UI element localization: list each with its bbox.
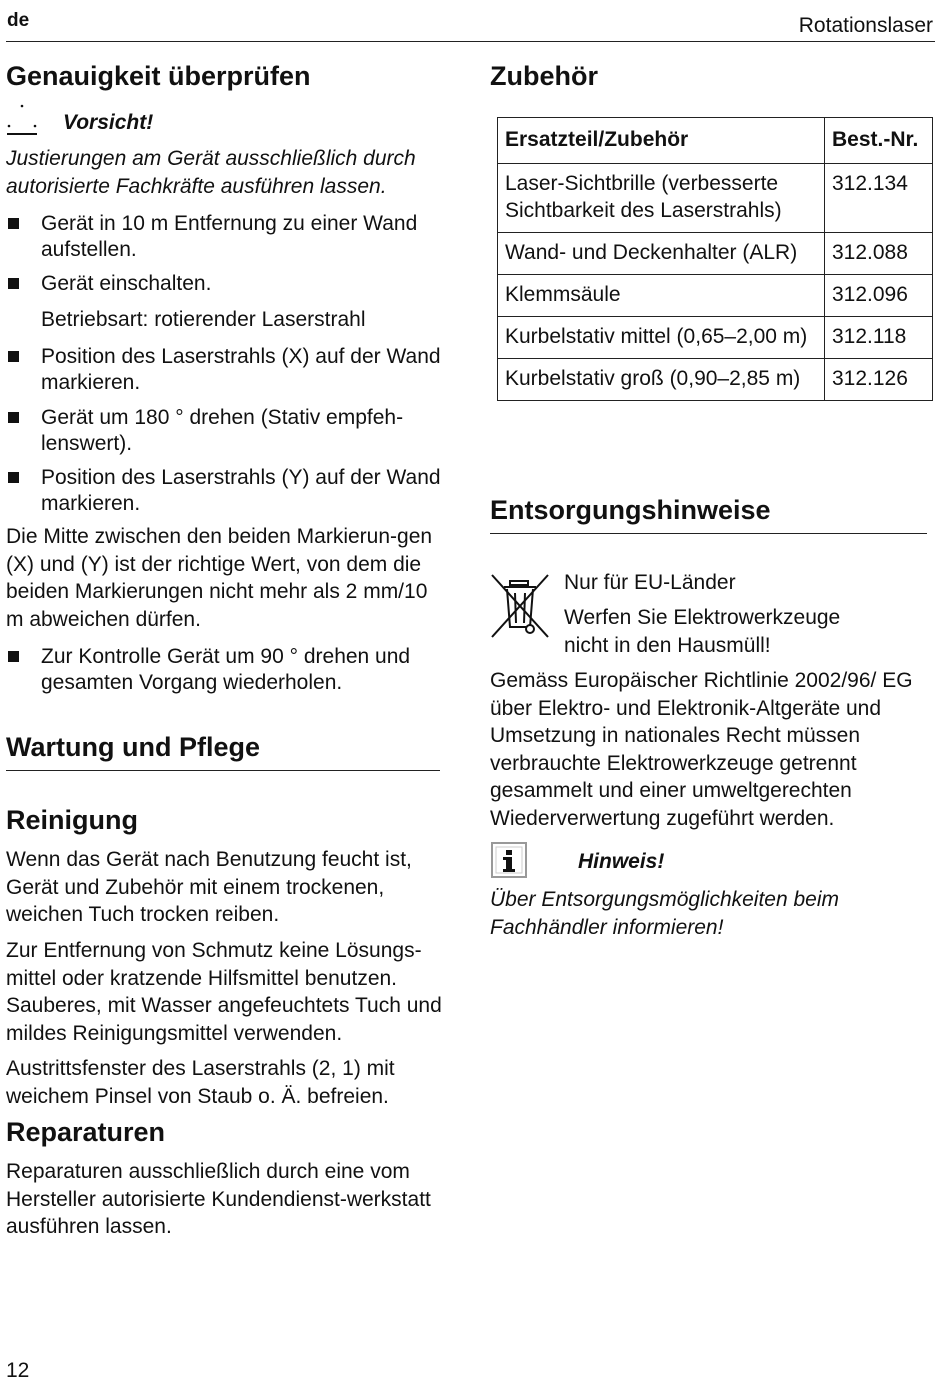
language-code: de — [7, 11, 30, 29]
bullet-square-icon — [8, 651, 19, 662]
note-label: Hinweis! — [578, 850, 665, 873]
cleaning-heading: Reinigung — [6, 805, 138, 835]
caution-text: Justierungen am Gerät ausschließlich durch autorisierte Fachkräfte ausführen lassen. — [6, 147, 416, 198]
bullet-square-icon — [8, 351, 19, 362]
cleaning-paragraph: Austrittsfenster des Laserstrahls (2, 1) mit weichem Pinsel von Staub o. Ä. befreien. — [6, 1057, 395, 1108]
list-item: Zur Kontrolle Gerät um 90 ° drehen und gesamten Vorgang wiederholen. — [6, 644, 446, 696]
bullet-square-icon — [8, 278, 19, 289]
list-item: Gerät einschalten. — [6, 271, 446, 297]
bullet-square-icon — [8, 472, 19, 483]
repair-heading: Reparaturen — [6, 1117, 166, 1147]
crossed-bin-icon — [490, 573, 550, 639]
maintenance-heading: Wartung und Pflege — [6, 732, 260, 762]
eu-only-note: Nur für EU-Länder — [564, 571, 736, 594]
household-warning: Werfen Sie Elektrowerkzeuge nicht in den Hausmüll! — [564, 606, 841, 657]
table-cell: 312.118 — [825, 317, 933, 359]
directive-text: Gemäss Europäischer Richtlinie 2002/96/ EG über Elektro- und Elektronik-Altgeräte und Umsetzung in nationales Recht müssen verbrauchte Elektrowerkzeuge getrennt gesammelt und einer umweltgerechten Wiederverwertung zugeführt werden. — [490, 669, 913, 830]
table-header-row — [498, 118, 933, 164]
info-icon — [491, 842, 527, 878]
table-cell: Kurbelstativ groß (0,90–2,85 m) — [498, 359, 825, 401]
table-row — [498, 233, 933, 275]
accessories-heading: Zubehör — [490, 61, 598, 91]
bullet-square-icon — [8, 218, 19, 229]
list-item: Position des Laserstrahls (X) auf der Wand markieren. — [6, 344, 446, 396]
note-text: Über Entsorgungsmöglichkeiten beim Fachhändler informieren! — [490, 888, 840, 939]
table-row — [498, 275, 933, 317]
cleaning-paragraph: Wenn das Gerät nach Benutzung feucht ist, Gerät und Zubehör mit einem trockenen, weichen Tuch trocken reiben. — [6, 848, 412, 926]
document-title: Rotationslaser — [798, 14, 933, 37]
repair-text: Reparaturen ausschließlich durch eine vom Hersteller autorisierte Kundendienst-werkstatt ausführen lassen. — [6, 1160, 431, 1238]
list-item: Position des Laserstrahls (Y) auf der Wand markieren. — [6, 465, 446, 517]
section-divider — [6, 770, 440, 771]
table-row — [498, 164, 933, 233]
language-badge — [6, 11, 42, 29]
column-header: Best.-Nr. — [825, 118, 933, 164]
accuracy-heading: Genauigkeit überprüfen — [6, 61, 311, 91]
table-cell: Klemmsäule — [498, 275, 825, 317]
warning-icon — [6, 101, 40, 137]
table-cell: 312.088 — [825, 233, 933, 275]
disposal-heading: Entsorgungshinweise — [490, 495, 771, 525]
section-divider — [490, 533, 927, 534]
bullet-square-icon — [8, 412, 19, 423]
column-header: Ersatzteil/Zubehör — [498, 118, 825, 164]
table-row — [498, 317, 933, 359]
mode-line: Betriebsart: rotierender Laserstrahl — [41, 308, 366, 331]
list-item: Gerät in 10 m Entfernung zu einer Wand aufstellen. — [6, 211, 446, 263]
table-row — [498, 359, 933, 401]
table-cell: Laser-Sichtbrille (verbesserte Sichtbarkeit des Laserstrahls) — [498, 164, 825, 233]
page-number: 12 — [6, 1359, 30, 1382]
table-cell: 312.096 — [825, 275, 933, 317]
header-divider — [6, 41, 935, 42]
caution-label: Vorsicht! — [63, 111, 154, 134]
middle-paragraph: Die Mitte zwischen den beiden Markierun-gen (X) und (Y) ist der richtige Wert, von dem die beiden Markierungen nicht mehr als 2 mm/10 m abweichen dürfen. — [6, 525, 433, 631]
accessories-table — [497, 117, 933, 401]
table-cell: 312.134 — [825, 164, 933, 233]
table-cell: Kurbelstativ mittel (0,65–2,00 m) — [498, 317, 825, 359]
table-cell: 312.126 — [825, 359, 933, 401]
list-item: Gerät um 180 ° drehen (Stativ empfeh-lenswert). — [6, 405, 446, 457]
table-cell: Wand- und Deckenhalter (ALR) — [498, 233, 825, 275]
cleaning-paragraph: Zur Entfernung von Schmutz keine Lösungs-mittel oder kratzende Hilfsmittel benutzen. Sauberes, mit Wasser angefeuchtets Tuch und mildes Reinigungsmittel verwenden. — [6, 939, 442, 1045]
